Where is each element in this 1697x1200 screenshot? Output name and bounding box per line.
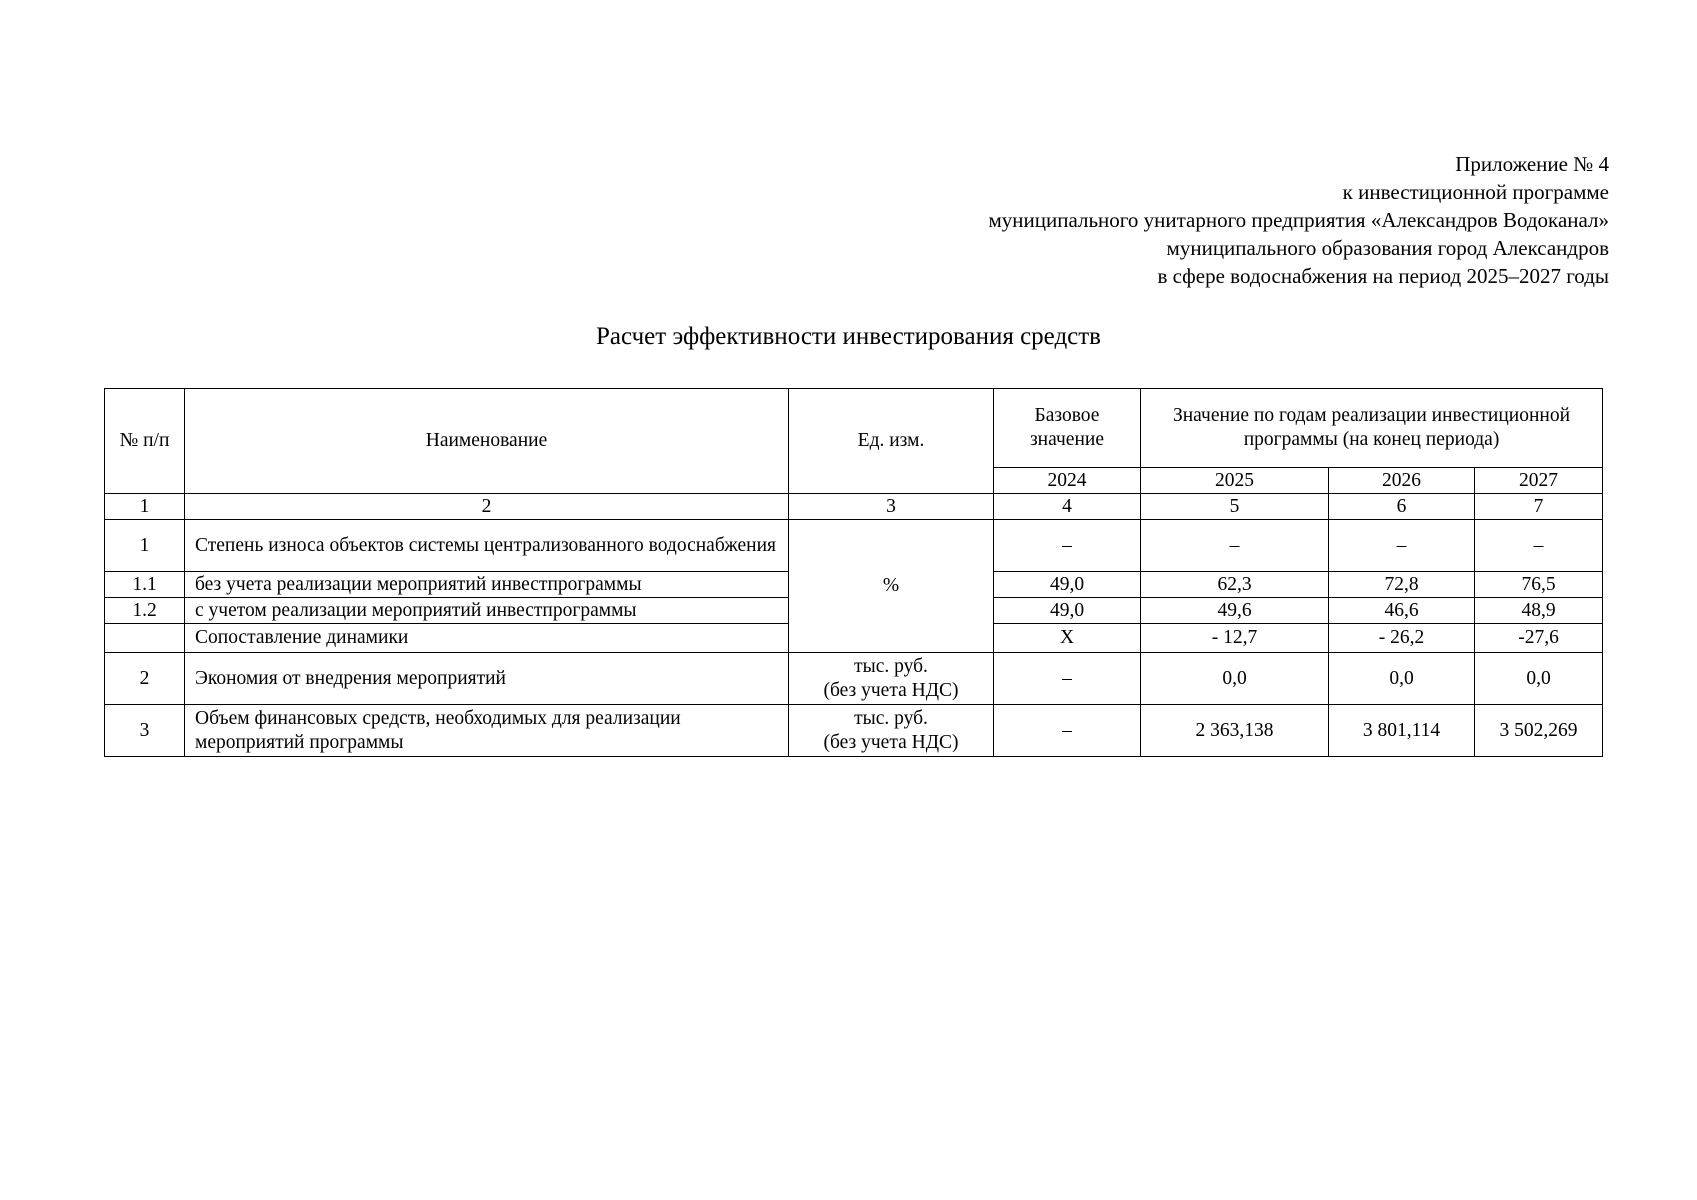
row-name: Экономия от внедрения мероприятий [185, 653, 789, 705]
row-num [105, 624, 185, 653]
column-number: 4 [994, 494, 1141, 520]
header-base: Базовое значение [994, 389, 1141, 468]
row-name: без учета реализации мероприятий инвестпрограммы [185, 572, 789, 598]
row-2025: 0,0 [1141, 653, 1329, 705]
row-2027: 3 502,269 [1475, 705, 1603, 757]
document-title: Расчет эффективности инвестирования средств [596, 323, 1101, 350]
efficiency-table [104, 388, 1603, 757]
row-unit-line: (без учета НДС) [823, 731, 959, 753]
header-row [105, 389, 1603, 468]
appendix-line: муниципального образования город Александров [1166, 236, 1609, 260]
row-unit-line: тыс. руб. [854, 655, 928, 677]
table-row [105, 705, 1603, 757]
row-2025: 62,3 [1141, 572, 1329, 598]
row-2026: 0,0 [1329, 653, 1475, 705]
header-years-group: Значение по годам реализации инвестиционной программы (на конец периода) [1141, 389, 1603, 468]
row-2026: - 26,2 [1329, 624, 1475, 653]
table-row [105, 653, 1603, 705]
appendix-line: Приложение № 4 [1455, 152, 1609, 176]
row-num: 1 [105, 520, 185, 572]
column-number: 3 [789, 494, 994, 520]
row-base: – [994, 705, 1141, 757]
header-name: Наименование [185, 389, 789, 494]
row-2025: - 12,7 [1141, 624, 1329, 653]
column-number: 2 [185, 494, 789, 520]
header-base-year: 2024 [994, 468, 1141, 494]
row-unit: % [789, 520, 994, 653]
row-unit [789, 705, 994, 757]
row-name: Степень износа объектов системы централизованного водоснабжения [185, 520, 789, 572]
row-base: Х [994, 624, 1141, 653]
row-2027: – [1475, 520, 1603, 572]
row-name: Сопоставление динамики [185, 624, 789, 653]
appendix-block [988, 150, 1609, 290]
header-year: 2025 [1141, 468, 1329, 494]
row-2027: -27,6 [1475, 624, 1603, 653]
row-num: 3 [105, 705, 185, 757]
row-2027: 76,5 [1475, 572, 1603, 598]
table-row [105, 520, 1603, 572]
row-base: – [994, 653, 1141, 705]
column-numbers-row [105, 494, 1603, 520]
row-num: 2 [105, 653, 185, 705]
row-2027: 48,9 [1475, 598, 1603, 624]
appendix-line: к инвестиционной программе [1342, 180, 1609, 204]
row-unit-line: (без учета НДС) [823, 679, 959, 701]
row-2026: 3 801,114 [1329, 705, 1475, 757]
row-unit-line: тыс. руб. [854, 707, 928, 729]
row-name: с учетом реализации мероприятий инвестпрограммы [185, 598, 789, 624]
column-number: 7 [1475, 494, 1603, 520]
row-base: – [994, 520, 1141, 572]
header-year: 2026 [1329, 468, 1475, 494]
row-2025: 49,6 [1141, 598, 1329, 624]
row-num: 1.2 [105, 598, 185, 624]
header-year: 2027 [1475, 468, 1603, 494]
appendix-line: муниципального унитарного предприятия «Александров Водоканал» [988, 208, 1609, 232]
row-unit [789, 653, 994, 705]
row-2025: – [1141, 520, 1329, 572]
appendix-line: в сфере водоснабжения на период 2025–2027 годы [1157, 264, 1609, 288]
row-2026: – [1329, 520, 1475, 572]
column-number: 5 [1141, 494, 1329, 520]
header-num: № п/п [105, 389, 185, 494]
row-2026: 72,8 [1329, 572, 1475, 598]
row-2025: 2 363,138 [1141, 705, 1329, 757]
header-unit: Ед. изм. [789, 389, 994, 494]
row-name: Объем финансовых средств, необходимых для реализации мероприятий программы [185, 705, 789, 757]
row-2027: 0,0 [1475, 653, 1603, 705]
row-num: 1.1 [105, 572, 185, 598]
column-number: 6 [1329, 494, 1475, 520]
column-number: 1 [105, 494, 185, 520]
row-base: 49,0 [994, 598, 1141, 624]
row-2026: 46,6 [1329, 598, 1475, 624]
row-base: 49,0 [994, 572, 1141, 598]
